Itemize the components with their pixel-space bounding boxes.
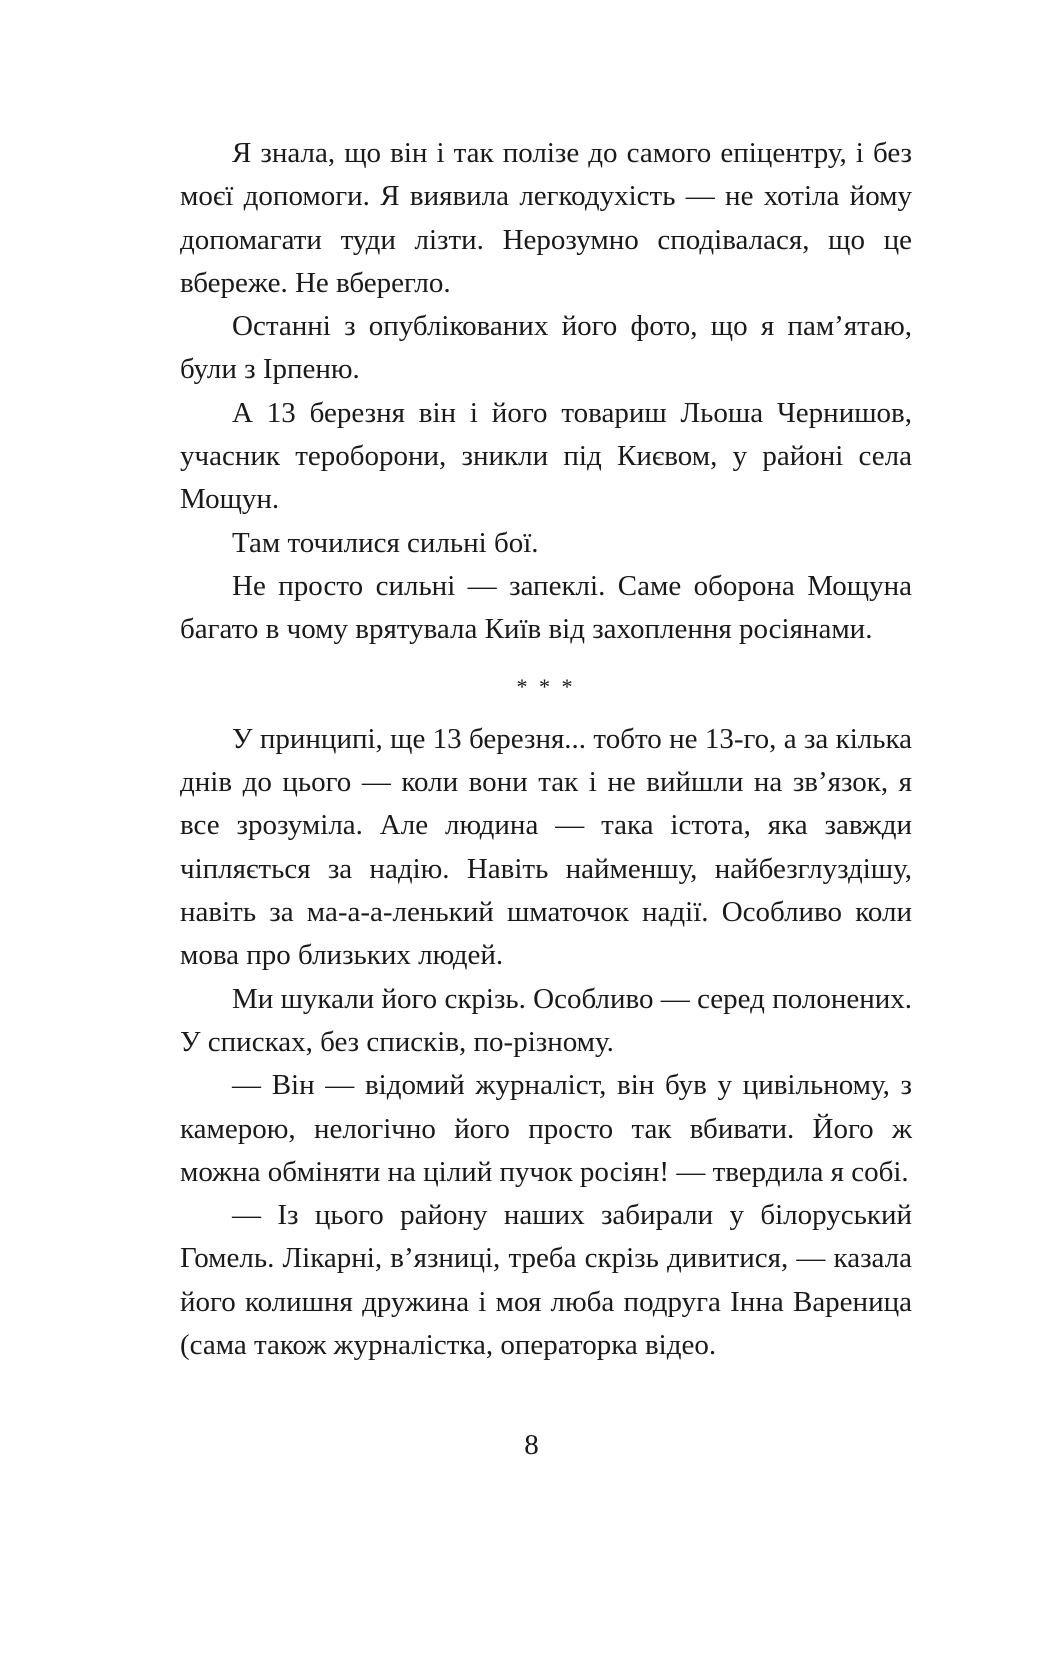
- paragraph: — Він — відомий журналіст, він був у цивільному, з камерою, нелогічно його просто так вбивати. Його ж можна обміняти на цілий пучок росіян! — твердила я собі.: [180, 1069, 912, 1188]
- body-text: [180, 132, 912, 1367]
- paragraph: — Із цього району наших забирали у білоруський Гомель. Лікарні, в’язниці, треба скрізь дивитися, — казала його колишня дружина і моя люба подруга Інна Вареница (сама також журналістка, операторка відео.: [180, 1199, 912, 1362]
- paragraph: Там точилися сильні бої.: [232, 526, 539, 559]
- paragraph: Не просто сильні — запеклі. Саме оборона Мощуна багато в чому врятувала Київ від захоплення росіянами.: [180, 569, 912, 646]
- paragraph: У принципі, ще 13 березня... тобто не 13-го, а за кілька днів до цього — коли вони так і не вийшли на зв’язок, я все зрозуміла. Але людина — така істота, яка завжди чіпляється за надію. Навіть найменшу, найбезглуздішу, навіть за ма-а-а-ленький шматочок надії. Особливо коли мова про близьких людей.: [180, 722, 912, 972]
- paragraph: А 13 березня він і його товариш Льоша Чернишов, учасник тероборони, зникли під Києвом, у районі села Мощун.: [180, 396, 912, 516]
- page-number: 8: [524, 1429, 539, 1461]
- paragraph: Ми шукали його скрізь. Особливо — серед полонених. У списках, без списків, по-різному.: [180, 982, 912, 1058]
- paragraph: Я знала, що він і так полізе до самого епіцентру, і без моєї допомоги. Я виявила легкодухість — не хотіла йому допомагати туди лізти. Нерозумно сподівалася, що це вбереже. Не вберегло.: [180, 137, 912, 299]
- section-separator: * * *: [516, 673, 576, 699]
- paragraph: Останні з опублікованих його фото, що я пам’ятаю, були з Ірпеню.: [180, 310, 912, 386]
